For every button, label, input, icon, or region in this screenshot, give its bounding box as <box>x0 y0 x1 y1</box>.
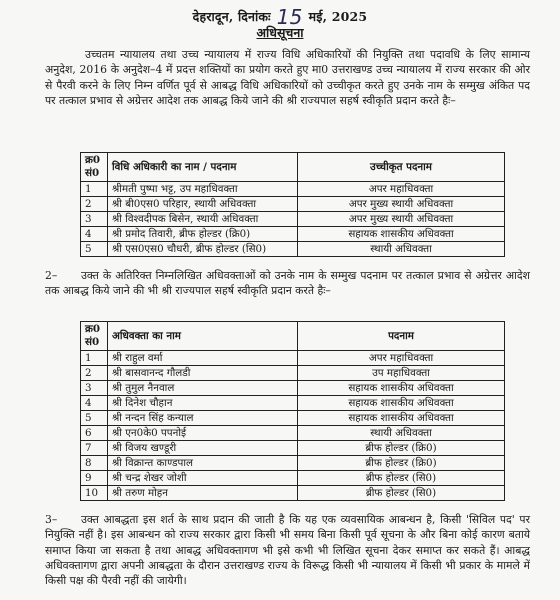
serial-number-cell: 4 <box>81 396 108 411</box>
name-cell: श्री चन्द्र शेखर जोशी <box>108 471 298 486</box>
designation-cell: ब्रीफ होल्डर (क्रि0) <box>298 441 505 456</box>
name-cell: श्री बी0एस0 परिहार, स्थायी अधिवक्ता <box>108 197 298 212</box>
name-cell: श्री विश्वदीपक बिसेन, स्थायी अधिवक्ता <box>108 212 298 227</box>
table-row <box>81 441 505 456</box>
serial-number-cell: 5 <box>81 411 108 426</box>
table-header-cell: अधिवक्ता का नाम <box>108 322 298 351</box>
table-upgraded-officers <box>80 152 505 257</box>
table-engaged-advocates <box>80 321 505 501</box>
name-cell: श्री नन्दन सिंह कन्याल <box>108 411 298 426</box>
designation-cell: उप महाधिवक्ता <box>298 366 505 381</box>
table-header-cell: पदनाम <box>298 322 505 351</box>
designation-cell: सहायक शासकीय अधिवक्ता <box>298 381 505 396</box>
name-cell: श्री एन0के0 पपनोई <box>108 426 298 441</box>
table-row <box>81 426 505 441</box>
name-cell: श्री तरुण मोहन <box>108 486 298 501</box>
table-row <box>81 242 505 257</box>
table-row <box>81 381 505 396</box>
table-row <box>81 227 505 242</box>
designation-cell: ब्रीफ होल्डर (सि0) <box>298 471 505 486</box>
paragraph-3 <box>45 512 530 588</box>
table-row <box>81 486 505 501</box>
name-cell: श्री विजय खण्डूरी <box>108 441 298 456</box>
table-header-cell: क्र0 सं0 <box>81 153 108 182</box>
table-header-row <box>81 322 505 351</box>
paragraph-text: उक्त आबद्धता इस शर्त के साथ प्रदान की जाती है कि यह एक व्यवसायिक आबन्धन है, किसी 'सिविल पद' पर नियुक्ति नहीं है। इस आबन्धन को राज्य सरकार द्वारा किसी भी समय बिना किसी पूर्व सूचना के और बिना कोई कारण बताये समाप्त किया जा सकता है तथा आबद्ध अधिवक्तागण भी इसे कभी भी लिखित सूचना देकर समाप्त कर सकते हैं। आबद्ध अधिवक्तागण द्वारा अपनी आबद्धता के दौरान उत्तराखण्ड राज्य के विरूद्ध किसी भी न्यायालय में किसी भी प्रकार के मामले में किसी पक्ष की पैरवी नहीं की जायेगी। <box>45 513 530 588</box>
serial-number-cell: 4 <box>81 227 108 242</box>
city-date-label: देहरादून, दिनांकः <box>192 9 271 24</box>
designation-cell: अपर महाधिवक्ता <box>298 351 505 366</box>
name-cell: श्री विक्रान्त काण्डपाल <box>108 456 298 471</box>
name-cell: श्री प्रमोद तिवारी, ब्रीफ होल्डर (क्रि0) <box>108 227 298 242</box>
designation-cell: ब्रीफ होल्डर (सि0) <box>298 486 505 501</box>
serial-number-cell: 7 <box>81 441 108 456</box>
table-row <box>81 471 505 486</box>
handwritten-day: 15 <box>276 5 303 29</box>
paragraph-2 <box>45 268 530 299</box>
serial-number-cell: 1 <box>81 351 108 366</box>
name-cell: श्री तुमुल नैनवाल <box>108 381 298 396</box>
document-title: अधिसूचना <box>256 25 304 40</box>
name-cell: श्रीमती पुष्पा भट्ट, उप महाधिवक्ता <box>108 182 298 197</box>
designation-cell: स्थायी अधिवक्ता <box>298 242 505 257</box>
serial-number-cell: 1 <box>81 182 108 197</box>
table-row <box>81 366 505 381</box>
table-row <box>81 351 505 366</box>
table-header-cell: विधि अधिकारी का नाम / पदनाम <box>108 153 298 182</box>
paragraph-number: 3– <box>45 513 58 526</box>
table-header-cell: क्र0 सं0 <box>81 322 108 351</box>
designation-cell: ब्रीफ होल्डर (क्रि0) <box>298 456 505 471</box>
designation-cell: सहायक शासकीय अधिवक्ता <box>298 227 505 242</box>
paragraph-text: उक्त के अतिरिक्त निम्नलिखित अधिवक्ताओं को उनके नाम के सम्मुख पदनाम पर तत्काल प्रभाव से अग्रेत्तर आदेश तक आबद्ध किये जाने की भी श्री राज्यपाल सहर्ष स्वीकृति प्रदान करते हैः– <box>45 269 530 298</box>
designation-cell: अपर मुख्य स्थायी अधिवक्ता <box>298 212 505 227</box>
serial-number-cell: 3 <box>81 381 108 396</box>
table-row <box>81 411 505 426</box>
serial-number-cell: 6 <box>81 426 108 441</box>
designation-cell: सहायक शासकीय अधिवक्ता <box>298 411 505 426</box>
serial-number-cell: 8 <box>81 456 108 471</box>
serial-number-cell: 3 <box>81 212 108 227</box>
month-year: मई, 2025 <box>308 9 368 24</box>
paragraph-1: उच्चतम न्यायालय तथा उच्च न्यायालय में राज्य विधि अधिकारियों की नियुक्ति तथा पदावधि के लिए सामान्य अनुदेश, 2016 के अनुदेश–4 में प्रदत्त शक्तियों का प्रयोग करते हुए मा0 उत्तराखण्ड उच्च न्यायालय में राज्य सरकार की ओर से पैरवी करने के लिए निम्न वर्णित पूर्व से आबद्ध विधि अधिकारियों को उच्चीकृत करते हुए उनके नाम के सम्मुख अंकित पद पर तत्काल प्रभाव से अग्रेत्तर आदेश तक आबद्ध किये जाने की श्री राज्यपाल सहर्ष स्वीकृति प्रदान करते हैः– <box>45 48 530 107</box>
document-date-line <box>0 2 560 29</box>
table-row <box>81 182 505 197</box>
name-cell: श्री दिनेश चौहान <box>108 396 298 411</box>
designation-cell: अपर मुख्य स्थायी अधिवक्ता <box>298 197 505 212</box>
designation-cell: सहायक शासकीय अधिवक्ता <box>298 396 505 411</box>
serial-number-cell: 5 <box>81 242 108 257</box>
table-row <box>81 456 505 471</box>
table-row <box>81 197 505 212</box>
paragraph-number: 2– <box>45 269 58 282</box>
table-header-cell: उच्चीकृत पदनाम <box>298 153 505 182</box>
table-row <box>81 396 505 411</box>
table-row <box>81 212 505 227</box>
name-cell: श्री एस0एस0 चौधरी, ब्रीफ होल्डर (सि0) <box>108 242 298 257</box>
serial-number-cell: 2 <box>81 197 108 212</box>
designation-cell: स्थायी अधिवक्ता <box>298 426 505 441</box>
table-header-row <box>81 153 505 182</box>
name-cell: श्री राहुल वर्मा <box>108 351 298 366</box>
name-cell: श्री बासवानन्द गौलडी <box>108 366 298 381</box>
serial-number-cell: 2 <box>81 366 108 381</box>
designation-cell: अपर महाधिवक्ता <box>298 182 505 197</box>
serial-number-cell: 9 <box>81 471 108 486</box>
serial-number-cell: 10 <box>81 486 108 501</box>
